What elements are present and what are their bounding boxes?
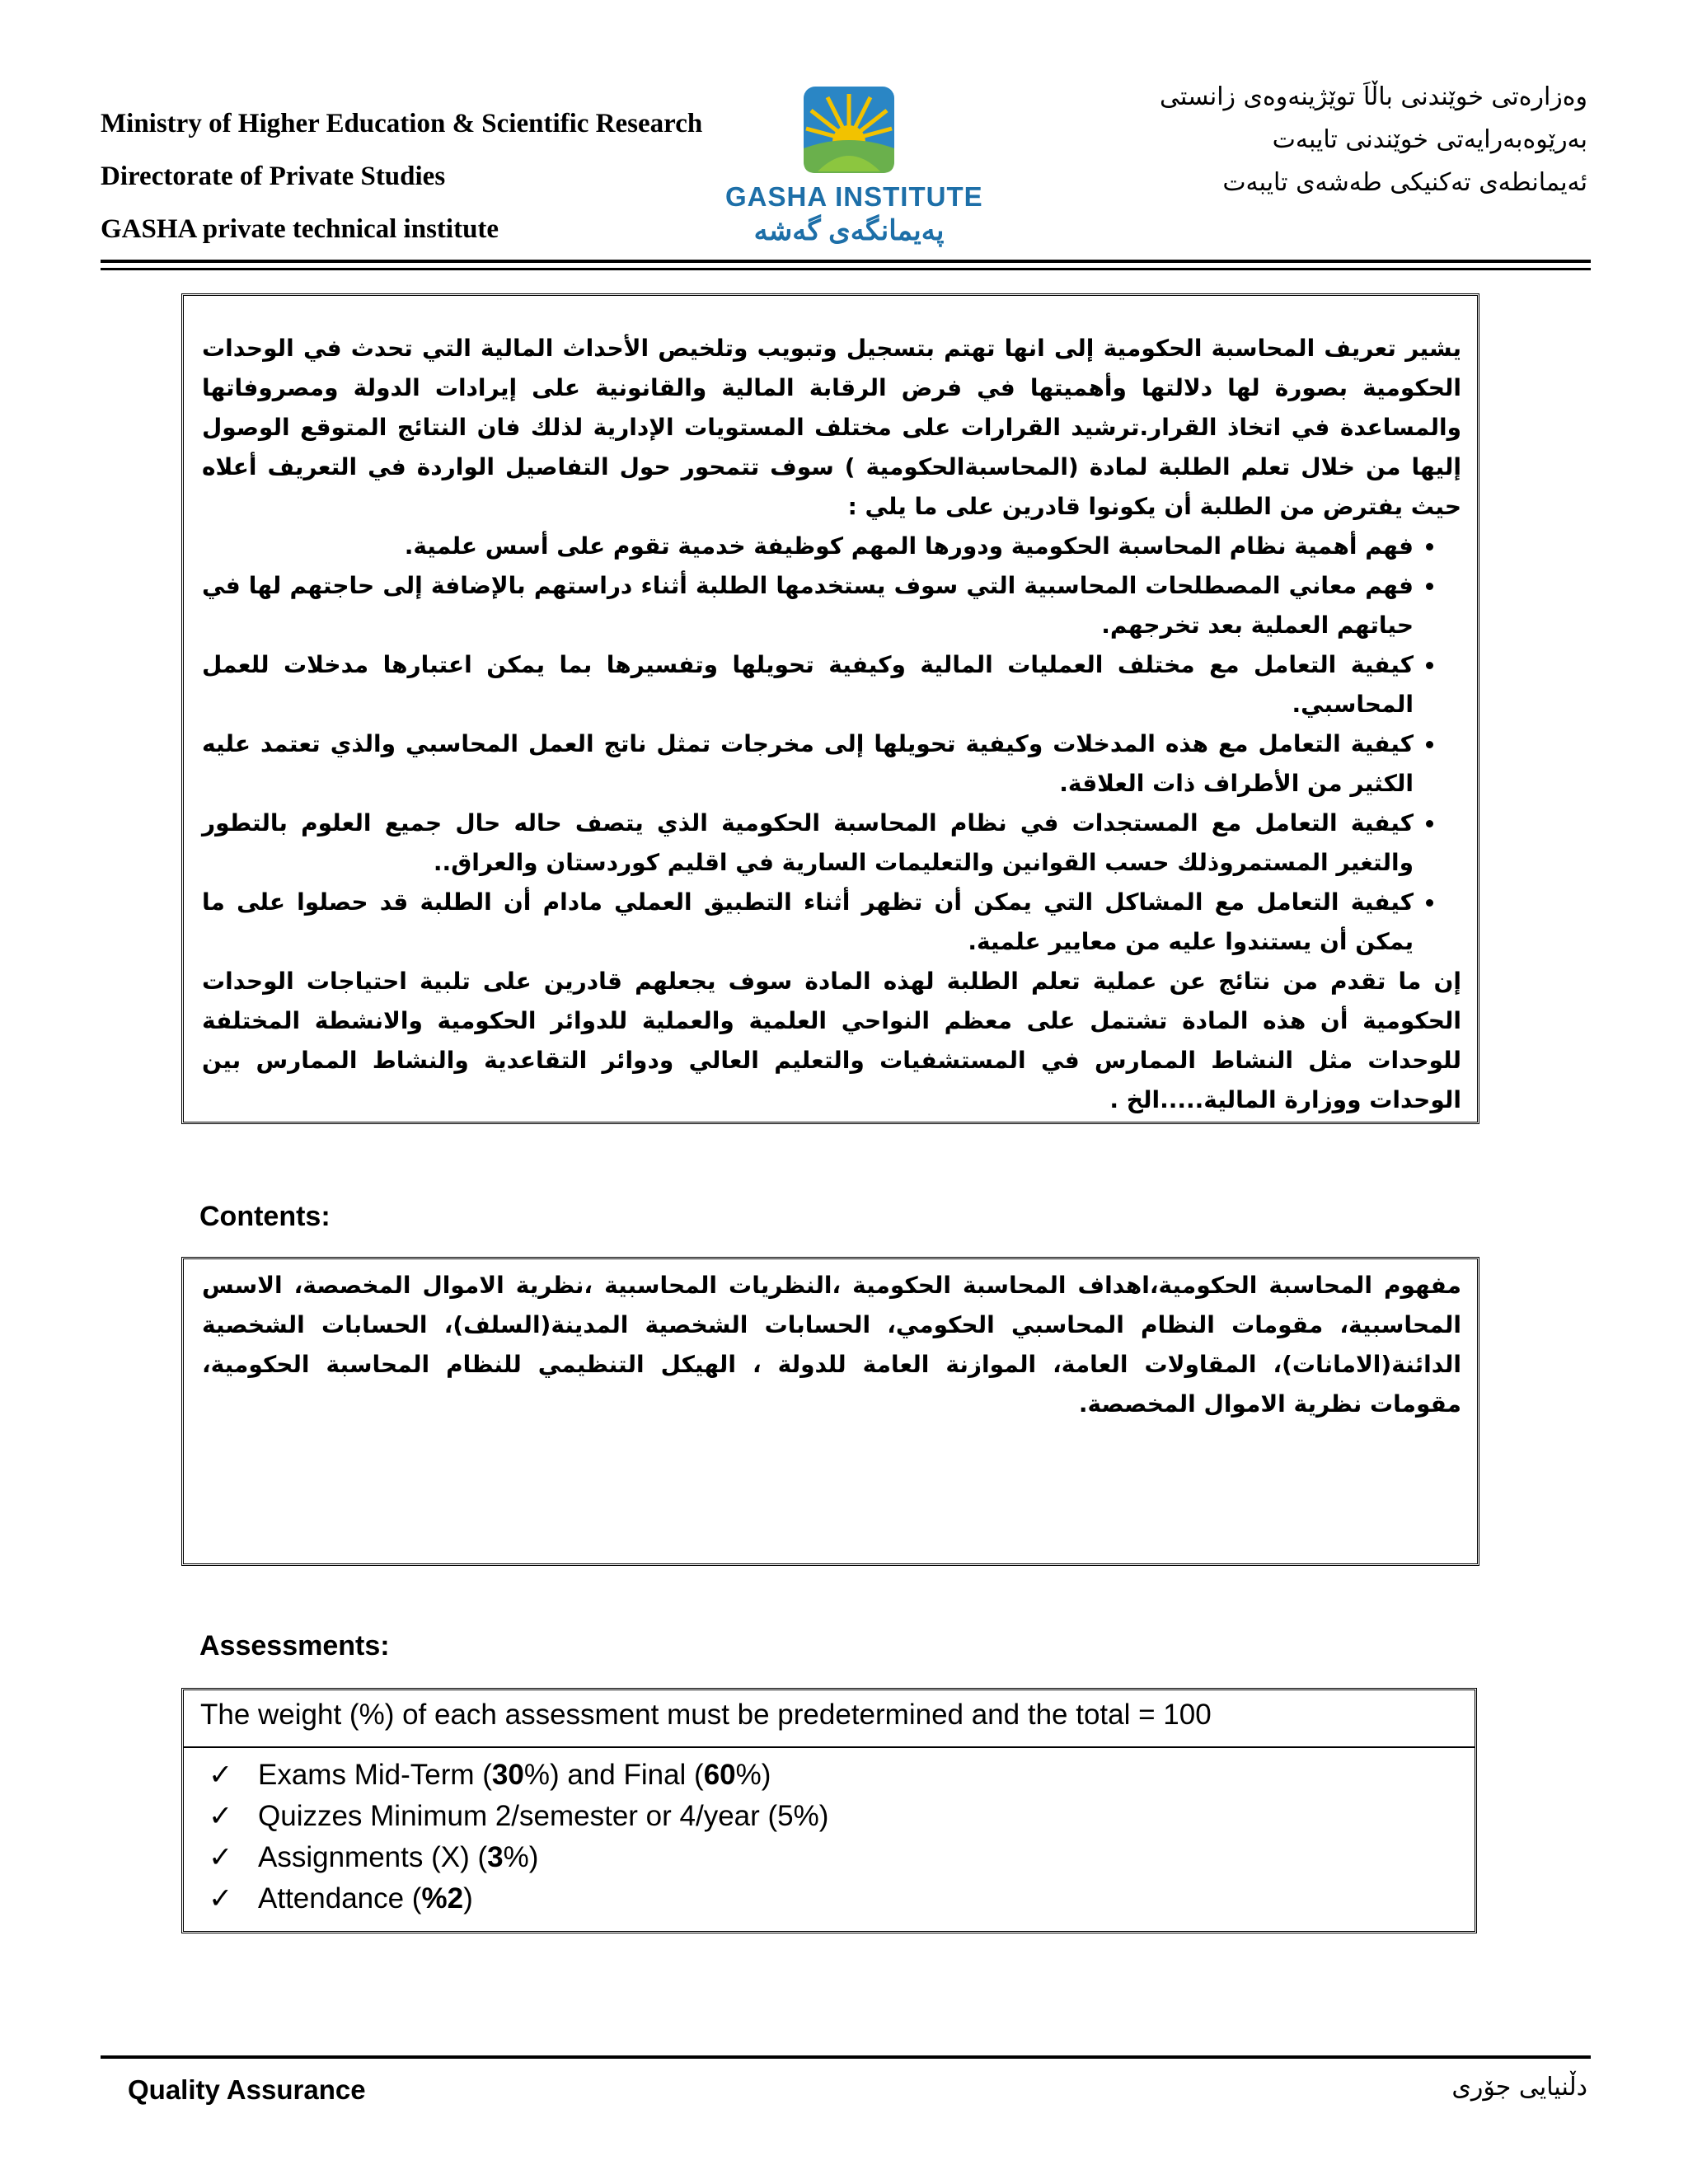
course-description-text <box>202 329 1461 1120</box>
assessment-list <box>209 1755 828 1919</box>
header-right <box>1060 76 1587 204</box>
list-item: ✓ Assignments (X) (3%) <box>209 1837 828 1878</box>
ministry-name: Ministry of Higher Education & Scientific Research <box>101 109 703 138</box>
logo-sun-icon <box>725 82 973 181</box>
ministry-name-ku: وەزارەتی خوێندنی باڵاَ توێژینەوەی زانستی <box>1160 82 1587 111</box>
footer-quality-assurance-ku: دڵنیایی جۆری <box>1451 2073 1587 2102</box>
list-item: • كيفية التعامل مع مختلف العمليات المالية وكيفية تحويلها وتفسيرها بما يمكن اعتبارها مدخلات للعمل المحاسبي. <box>202 645 1414 724</box>
check-icon: ✓ <box>209 1841 233 1874</box>
assessments-box <box>181 1688 1477 1933</box>
contents-box <box>181 1257 1479 1566</box>
check-icon: ✓ <box>209 1882 233 1915</box>
footer-quality-assurance: Quality Assurance <box>128 2074 366 2105</box>
check-icon: ✓ <box>209 1800 233 1833</box>
logo-text-ku: پەیمانگەی گەشە <box>753 215 945 246</box>
logo-text-en: GASHA INSTITUTE <box>725 181 983 212</box>
header-rule <box>101 260 1591 263</box>
contents-heading: Contents: <box>199 1201 331 1232</box>
institute-name: GASHA private technical institute <box>101 214 499 244</box>
objectives-list <box>202 527 1461 962</box>
course-description-box <box>181 293 1479 1124</box>
description-closing: إن ما تقدم من نتائج عن عملية تعلم الطلبة لهذه المادة سوف يجعلهم قادرين على تلبية احتياجات الوحدات الحكومية أن هذه المادة تشتمل على معظم النواحي العلمية والعملية للدوائر الحكومية والانشطة المختلفة للوحدات مثل النشاط الممارس في المستشفيات والتعليم العالي ودوائر التقاعدية والنشاط الممارس بين الوحدات ووزارة المالية.....الخ . <box>202 968 1461 1113</box>
list-item: • كيفية التعامل مع المستجدات في نظام المحاسبة الحكومية الذي يتصف حاله حال جميع العلوم بالتطور والتغير المستمروذلك حسب القوانين والتعليمات السارية في اقليم كوردستان والعراق.. <box>202 804 1414 883</box>
weight-note: The weight (%) of each assessment must be predetermined and the total = 100 <box>200 1699 1212 1731</box>
list-item: • فهم معاني المصطلحات المحاسبية التي سوف يستخدمها الطلبة أثناء دراستهم بالإضافة إلى حاجتهم لها في حياتهم العملية بعد تخرجهم. <box>202 566 1414 645</box>
list-item: • فهم أهمية نظام المحاسبة الحكومية ودورها المهم كوظيفة خدمية تقوم على أسس علمية. <box>202 527 1414 566</box>
description-intro: يشير تعريف المحاسبة الحكومية إلى انها تهتم بتسجيل وتبويب وتلخيص الأحداث المالية التي تحدث في الوحدات الحكومية بصورة لها دلالتها وأهميتها في فرض الرقابة المالية والقانونية على إيرادات الدولة ومصروفاتها والمساعدة في اتخاذ القرار.ترشيد القرارات على مختلف المستويات الإدارية لذلك فان النتائج المتوقع الوصول إليها من خلال تعلم الطلبة لمادة (المحاسبةالحكومية ) سوف تتمحور حول التفاصيل الواردة في التعريف أعلاه حيث يفترض من الطلبة أن يكونوا قادرين على ما يلي : <box>202 335 1461 520</box>
assessments-heading: Assessments: <box>199 1630 390 1661</box>
list-item: ✓ Attendance (%2) <box>209 1878 828 1919</box>
list-item: • كيفية التعامل مع المشاكل التي يمكن أن تظهر أثناء التطبيق العملي مادام أن الطلبة قد حصلوا على ما يمكن أن يستندوا عليه من معايير علمية. <box>202 883 1414 962</box>
institute-name-ku: ئەیمانطەی تەکنیکی طەشەی تایبەت <box>1222 168 1587 197</box>
directorate-name-ku: بەرێوەبەرایەتی خوێندنی تایبەت <box>1272 125 1587 154</box>
header-left <box>101 97 809 255</box>
footer-rule <box>101 2055 1591 2059</box>
directorate-name: Directorate of Private Studies <box>101 162 446 191</box>
check-icon: ✓ <box>209 1759 233 1792</box>
header-rule-secondary <box>101 268 1591 270</box>
list-item: ✓ Quizzes Minimum 2/semester or 4/year (5%) <box>209 1796 828 1837</box>
table-divider <box>184 1746 1475 1748</box>
contents-text: مفهوم المحاسبة الحكومية،اهداف المحاسبة الحكومية ،النظريات المحاسبية ،نظرية الاموال المخصصة، الاسس المحاسبية، مقومات النظام المحاسبي الحكومي، الحسابات الشخصية المدينة(السلف)، الحسابات الشخصية الدائنة(الامانات)، المقاولات العامة، الموازنة العامة للدولة ، الهيكل التنظيمي للنظام المحاسبة الحكومية، مقومات نظرية الاموال المخصصة. <box>202 1272 1461 1418</box>
gasha-logo <box>725 82 983 251</box>
list-item: ✓ Exams Mid-Term (30%) and Final (60%) <box>209 1755 828 1796</box>
list-item: • كيفية التعامل مع هذه المدخلات وكيفية تحويلها إلى مخرجات تمثل ناتج العمل المحاسبي والذي تعتمد عليه الكثير من الأطراف ذات العلاقة. <box>202 724 1414 804</box>
